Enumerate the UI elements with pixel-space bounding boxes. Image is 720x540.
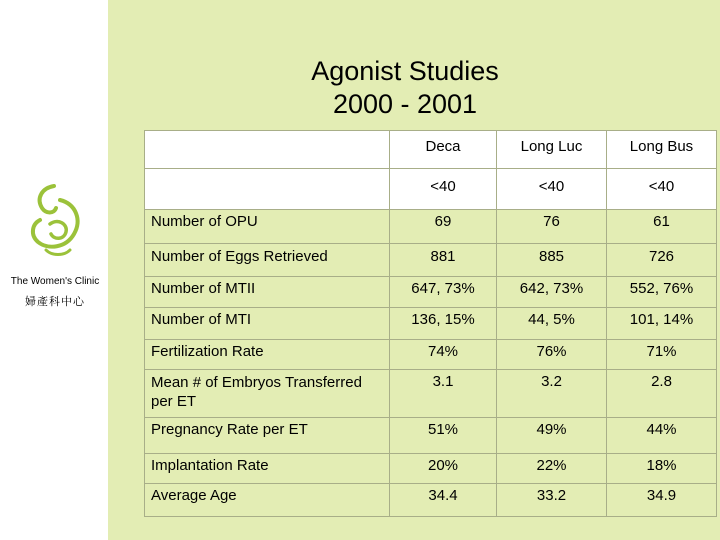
- table-cell: 44%: [607, 418, 717, 454]
- clinic-name-chinese: 婦產科中心: [25, 296, 85, 308]
- table-cell: 44, 5%: [497, 308, 607, 340]
- row-label: Number of MTI: [145, 308, 390, 340]
- row-label: Mean # of Embryos Transferred per ET: [145, 370, 390, 418]
- table-cell: 3.2: [497, 370, 607, 418]
- row-label: Implantation Rate: [145, 454, 390, 484]
- table-cell: 71%: [607, 340, 717, 370]
- table-cell: 74%: [390, 340, 497, 370]
- table-cell: 642, 73%: [497, 277, 607, 308]
- table-header-row: [145, 131, 717, 169]
- table-cell: 552, 76%: [607, 277, 717, 308]
- table-cell: <40: [390, 169, 497, 210]
- table-cell: 69: [390, 210, 497, 244]
- table-row: [145, 244, 717, 277]
- table-row: [145, 210, 717, 244]
- table-cell: 33.2: [497, 484, 607, 517]
- table-row: [145, 277, 717, 308]
- table-cell: 51%: [390, 418, 497, 454]
- row-label: Fertilization Rate: [145, 340, 390, 370]
- row-label: Pregnancy Rate per ET: [145, 418, 390, 454]
- table-row: [145, 370, 717, 418]
- table-cell: 34.4: [390, 484, 497, 517]
- table-cell: 20%: [390, 454, 497, 484]
- logo-sidebar: [0, 0, 108, 540]
- header-empty-cell: [145, 131, 390, 169]
- slide-title: [200, 55, 610, 121]
- table-cell: 101, 14%: [607, 308, 717, 340]
- table-row: [145, 454, 717, 484]
- row-label: Number of MTII: [145, 277, 390, 308]
- table-row: [145, 308, 717, 340]
- table-cell: 3.1: [390, 370, 497, 418]
- table-row: [145, 484, 717, 517]
- table-cell: 49%: [497, 418, 607, 454]
- table-cell: 881: [390, 244, 497, 277]
- row-label: Number of Eggs Retrieved: [145, 244, 390, 277]
- column-header-long-bus: Long Bus: [607, 131, 717, 169]
- table-cell: 76%: [497, 340, 607, 370]
- table-cell: 885: [497, 244, 607, 277]
- table-cell: 22%: [497, 454, 607, 484]
- clinic-name: The Women's Clinic: [10, 276, 100, 287]
- table-cell: 76: [497, 210, 607, 244]
- table-cell: <40: [497, 169, 607, 210]
- table-cell: 647, 73%: [390, 277, 497, 308]
- row-label: Average Age: [145, 484, 390, 517]
- row-label: Number of OPU: [145, 210, 390, 244]
- table-cell: 2.8: [607, 370, 717, 418]
- column-header-deca: Deca: [390, 131, 497, 169]
- table-cell: <40: [607, 169, 717, 210]
- title-line-1: Agonist Studies: [311, 56, 499, 86]
- table-row: [145, 418, 717, 454]
- table-cell: 726: [607, 244, 717, 277]
- table-cell: 34.9: [607, 484, 717, 517]
- title-line-2: 2000 - 2001: [332, 89, 478, 119]
- table-cell: 18%: [607, 454, 717, 484]
- table-cell: 61: [607, 210, 717, 244]
- mother-child-icon: [24, 180, 88, 264]
- agonist-data-table: [144, 130, 717, 517]
- table-cell: 136, 15%: [390, 308, 497, 340]
- column-header-long-luc: Long Luc: [497, 131, 607, 169]
- threshold-empty-cell: [145, 169, 390, 210]
- table-row: [145, 340, 717, 370]
- table-threshold-row: [145, 169, 717, 210]
